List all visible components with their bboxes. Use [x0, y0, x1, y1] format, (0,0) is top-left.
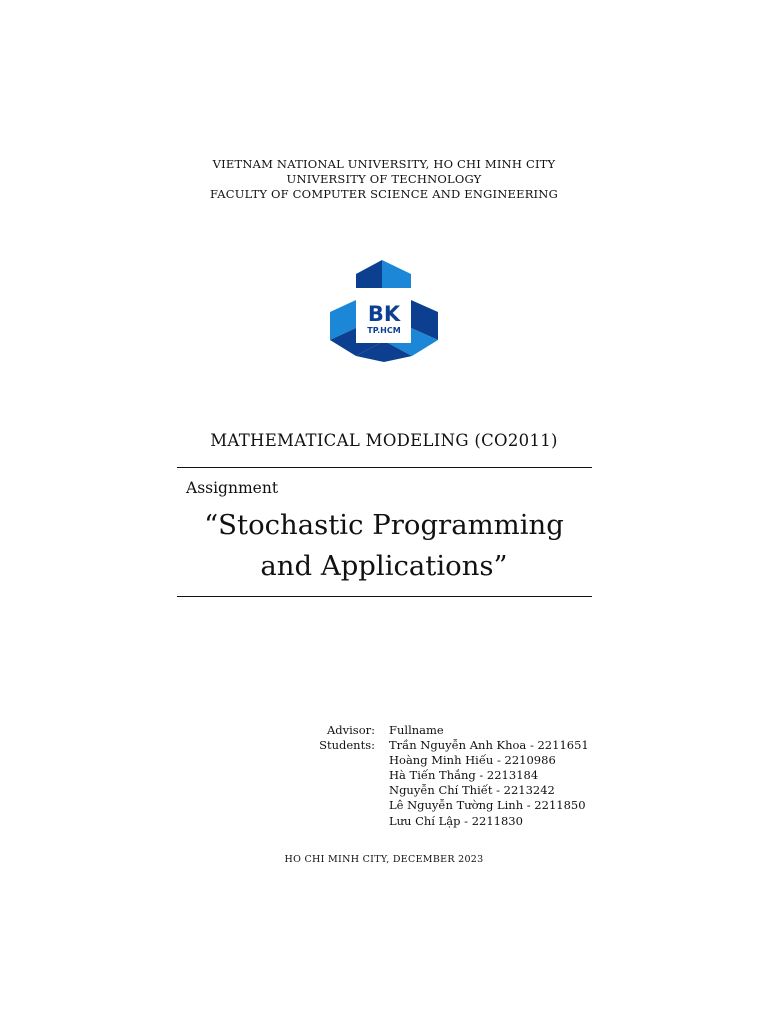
- course-title: MATHEMATICAL MODELING (CO2011): [210, 431, 558, 450]
- document-title-line-2: and Applications”: [260, 550, 508, 582]
- place-date-footer: HO CHI MINH CITY, DECEMBER 2023: [284, 854, 484, 865]
- logo-tphcm-text: TP.HCM: [367, 326, 401, 335]
- title-rule-bottom: [177, 596, 592, 597]
- assignment-label: Assignment: [186, 479, 279, 497]
- student-item: Trần Nguyễn Anh Khoa - 2211651: [389, 738, 589, 753]
- university-header: [0, 157, 768, 202]
- students-row: [300, 738, 589, 829]
- student-item: Hà Tiến Thắng - 2213184: [389, 768, 539, 783]
- student-item: Nguyễn Chí Thiết - 2213242: [389, 783, 555, 798]
- bk-university-logo: [328, 258, 440, 362]
- logo-bk-text: BK: [367, 302, 401, 326]
- advisor-name: Fullname: [389, 723, 444, 737]
- advisor-row: [300, 723, 589, 738]
- student-item: Hoàng Minh Hiếu - 2210986: [389, 753, 556, 768]
- students-label: Students:: [319, 738, 375, 753]
- header-faculty-name: FACULTY OF COMPUTER SCIENCE AND ENGINEERING: [210, 187, 558, 201]
- header-university-name: VIETNAM NATIONAL UNIVERSITY, HO CHI MINH CITY: [212, 157, 556, 171]
- title-rule-top: [177, 467, 592, 468]
- document-title-line-1: “Stochastic Programming: [204, 509, 564, 541]
- header-school-name: UNIVERSITY OF TECHNOLOGY: [286, 172, 482, 186]
- student-item: Lưu Chí Lập - 2211830: [389, 813, 523, 828]
- people-block: [300, 723, 589, 829]
- document-title: [0, 505, 768, 587]
- student-item: Lê Nguyễn Tường Linh - 2211850: [389, 798, 586, 813]
- students-list: [389, 738, 589, 829]
- advisor-label: Advisor:: [326, 723, 375, 737]
